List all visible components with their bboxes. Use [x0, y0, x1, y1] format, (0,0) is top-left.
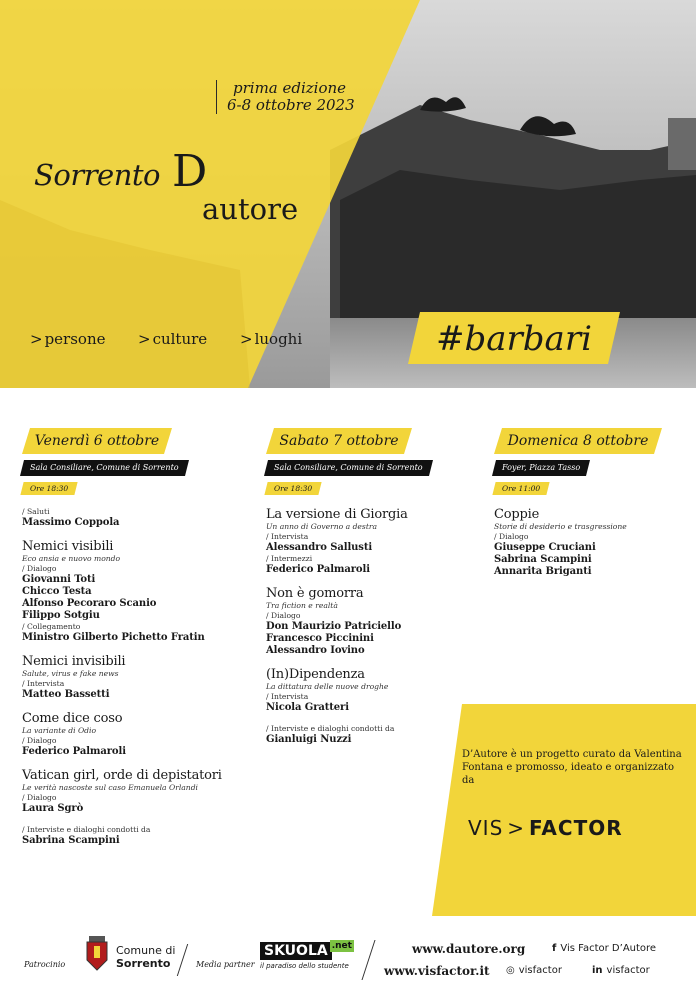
linkedin-icon: in	[592, 965, 603, 976]
venue-label: Sala Consiliare, Comune di Sorrento	[274, 463, 423, 472]
speaker-name: Matteo Bassetti	[22, 689, 110, 700]
speaker-name: Gianluigi Nuzzi	[266, 734, 352, 745]
speaker-name: Sabrina Scampini	[494, 554, 592, 565]
logo-separator-icon: >	[507, 816, 526, 840]
speaker-name: Nicola Gratteri	[266, 702, 349, 713]
time-label: Ore 11:00	[502, 484, 541, 493]
event-subtitle: Le verità nascoste sul caso Emanuela Orlandi	[22, 783, 198, 792]
edition-label: prima edizione	[233, 79, 347, 97]
time-badge	[20, 482, 77, 495]
event-role: / Dialogo	[22, 793, 232, 803]
event-title: Come dice coso	[22, 711, 123, 726]
event-block	[266, 724, 436, 746]
speaker-name: Federico Palmaroli	[266, 564, 370, 575]
instagram-icon: ◎	[506, 965, 515, 976]
logo-factor: FACTOR	[529, 816, 623, 840]
day-label: Sabato 7 ottobre	[279, 433, 399, 449]
organizer-panel	[432, 704, 696, 916]
speaker-name: Sabrina Scampini	[22, 835, 120, 846]
event-subtitle: Tra fiction e realtà	[266, 601, 338, 610]
event-block	[266, 667, 436, 714]
speaker-name: Annarita Briganti	[494, 566, 592, 577]
event-block	[22, 654, 232, 701]
event-role: / Dialogo	[22, 736, 232, 746]
event-title: Vatican girl, orde di depistatori	[22, 768, 222, 783]
logo-d: D	[172, 146, 208, 197]
event-role: / Saluti	[22, 507, 232, 517]
skuola-logo	[260, 940, 354, 970]
skuola-main: SKUOLA	[260, 942, 332, 960]
event-subtitle: La variante di Odio	[22, 726, 97, 735]
patrocinio-label: Patrocinio	[24, 960, 66, 969]
facebook-icon: f	[552, 943, 557, 954]
event-role: / Intervista	[266, 692, 436, 702]
instagram-link[interactable]	[506, 965, 562, 976]
speaker-name: Don Maurizio Patriciello	[266, 621, 402, 632]
speaker-name: Giuseppe Cruciani	[494, 542, 596, 553]
facebook-link[interactable]	[552, 943, 656, 954]
event-block	[22, 539, 232, 644]
event-title: Nemici invisibili	[22, 654, 126, 669]
venue-badge	[20, 460, 189, 476]
speaker-name: Alessandro Iovino	[266, 645, 365, 656]
comune-line2: Sorrento	[116, 957, 171, 970]
visfactor-logo	[468, 816, 623, 840]
event-title: (In)Dipendenza	[266, 667, 365, 682]
event-role: / Interviste e dialoghi condotti da	[22, 825, 232, 835]
comune-line1: Comune di	[116, 944, 176, 957]
event-role: / Intervista	[22, 679, 232, 689]
event-role: / Intervista	[266, 532, 436, 542]
tag-label: culture	[152, 330, 208, 348]
day-label: Venerdì 6 ottobre	[34, 433, 160, 449]
event-block	[494, 507, 674, 578]
event-role: / Dialogo	[22, 564, 232, 574]
event-title: Nemici visibili	[22, 539, 114, 554]
divider	[362, 940, 376, 980]
hero-section	[0, 0, 696, 388]
speaker-name: Ministro Gilberto Pichetto Fratin	[22, 632, 205, 643]
event-block	[22, 768, 232, 815]
tag-label: luoghi	[254, 330, 303, 348]
venue-badge	[492, 460, 590, 476]
venue-label: Foyer, Piazza Tasso	[502, 463, 581, 472]
speaker-name: Alessandro Sallusti	[266, 542, 373, 553]
event-role: / Dialogo	[266, 611, 436, 621]
sorrento-crest-icon	[82, 934, 112, 972]
event-title: La versione di Giorgia	[266, 507, 408, 522]
day-header	[22, 428, 172, 454]
event-role: / Intermezzi	[266, 554, 436, 564]
venue-badge	[264, 460, 433, 476]
day-header	[494, 428, 662, 454]
day-label: Domenica 8 ottobre	[507, 433, 649, 449]
hashtag-banner	[408, 312, 620, 364]
logo-vis: VIS	[468, 816, 504, 840]
event-subtitle: Eco ansia e nuovo mondo	[22, 554, 121, 563]
event-title: Non è gomorra	[266, 586, 364, 601]
comune-logo	[116, 944, 175, 970]
time-label: Ore 18:30	[274, 484, 313, 493]
speaker-name: Giovanni Toti	[22, 574, 96, 585]
edition-block	[216, 80, 355, 114]
footer	[0, 926, 696, 994]
event-block	[266, 507, 436, 576]
time-badge	[264, 482, 321, 495]
day-header	[266, 428, 412, 454]
event-list	[266, 507, 436, 746]
chevron-icon: >	[240, 330, 253, 348]
event-block	[22, 825, 232, 847]
time-badge	[492, 482, 549, 495]
event-role: / Dialogo	[494, 532, 674, 542]
facebook-label: Vis Factor D’Autore	[560, 943, 657, 954]
event-block	[266, 586, 436, 657]
linkedin-link[interactable]	[592, 965, 650, 976]
event-subtitle: Salute, virus e fake news	[22, 669, 119, 678]
hashtag-text: #barbari	[436, 319, 592, 359]
event-subtitle: Storie di desiderio e trasgressione	[494, 522, 627, 531]
website-dautore[interactable]: www.dautore.org	[412, 942, 526, 956]
instagram-label: visfactor	[518, 965, 562, 976]
tag-luoghi	[240, 330, 302, 348]
divider	[177, 944, 188, 976]
speaker-name: Filippo Sotgiu	[22, 610, 100, 621]
chevron-icon: >	[30, 330, 43, 348]
speaker-name: Massimo Coppola	[22, 517, 120, 528]
tag-culture	[138, 330, 207, 348]
event-list	[22, 507, 232, 847]
skuola-net: .net	[331, 941, 352, 951]
event-title: Coppie	[494, 507, 540, 522]
event-subtitle: Un anno di Governo a destra	[266, 522, 378, 531]
event-role: / Interviste e dialoghi condotti da	[266, 724, 436, 734]
speaker-name: Laura Sgrò	[22, 803, 84, 814]
website-visfactor[interactable]: www.visfactor.it	[384, 964, 490, 978]
day-column-sunday	[494, 428, 674, 588]
speaker-name: Federico Palmaroli	[22, 746, 126, 757]
speaker-name: Alfonso Pecoraro Scanio	[22, 598, 157, 609]
tag-label: persone	[44, 330, 106, 348]
skuola-tagline: il paradiso dello studente	[260, 962, 349, 970]
event-block	[22, 711, 232, 758]
tag-persone	[30, 330, 106, 348]
edition-dates: 6-8 ottobre 2023	[227, 96, 355, 114]
event-role: / Collegamento	[22, 622, 232, 632]
time-label: Ore 18:30	[30, 484, 69, 493]
chevron-icon: >	[138, 330, 151, 348]
media-partner-label: Media partner	[196, 960, 255, 969]
event-list	[494, 507, 674, 578]
logo-autore: autore	[202, 192, 299, 226]
venue-label: Sala Consiliare, Comune di Sorrento	[30, 463, 179, 472]
logo-sorrento: Sorrento	[34, 158, 161, 192]
speaker-name: Francesco Piccinini	[266, 633, 374, 644]
speaker-name: Chicco Testa	[22, 586, 92, 597]
linkedin-label: visfactor	[606, 965, 650, 976]
organizer-text: D’Autore è un progetto curato da Valentina Fontana e promosso, ideato e organizzato da	[462, 749, 682, 786]
day-column-friday	[22, 428, 232, 857]
day-column-saturday	[266, 428, 436, 756]
event-subtitle: La dittatura delle nuove droghe	[266, 682, 389, 691]
event-block	[22, 507, 232, 529]
